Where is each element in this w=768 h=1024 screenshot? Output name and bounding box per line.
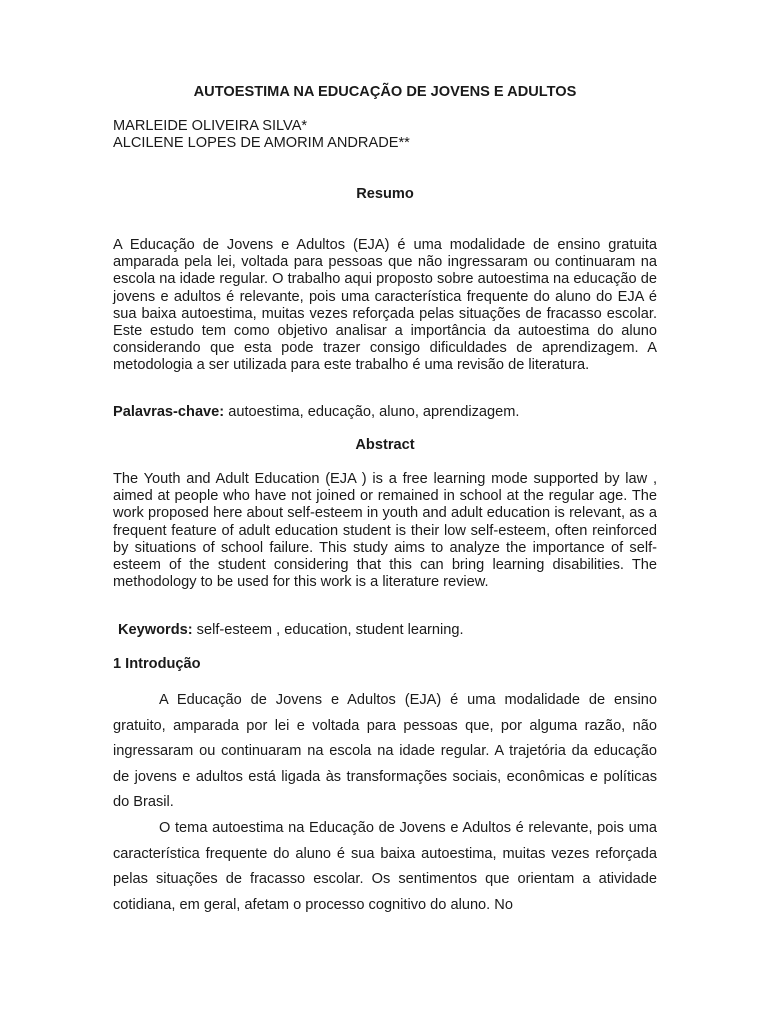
- resumo-heading: Resumo: [356, 186, 414, 202]
- palavras-chave-values: autoestima, educação, aluno, aprendizagem.: [224, 404, 520, 420]
- keywords-values: self-esteem , education, student learning.: [192, 622, 464, 638]
- author-name: MARLEIDE OLIVEIRA SILVA*: [113, 118, 308, 134]
- introducao-body: [113, 688, 657, 918]
- abstract-paragraph: The Youth and Adult Education (EJA ) is a free learning mode supported by law , aimed at people who have not joined or remained in school at the regular age. The work proposed here about self-esteem in youth and adult education is relevant, as a frequent feature of adult education student is their low self-esteem, often reinforced by situations of school failure. This study aims to analyze the importance of self-esteem of the student considering that this can bring learning disabilities. The methodology to be used for this work is a literature review.: [113, 471, 657, 591]
- author-list: [113, 118, 657, 152]
- palavras-chave-label: Palavras-chave:: [113, 404, 225, 420]
- paper-title: AUTOESTIMA NA EDUCAÇÃO DE JOVENS E ADULTOS: [193, 84, 577, 100]
- author-name: ALCILENE LOPES DE AMORIM ANDRADE**: [113, 135, 410, 152]
- abstract-heading: Abstract: [355, 437, 415, 453]
- section-heading-introducao: 1 Introdução: [113, 656, 201, 672]
- body-paragraph: A Educação de Jovens e Adultos (EJA) é uma modalidade de ensino gratuito, amparada por lei e voltada para pessoas que, por alguma razão, não ingressaram ou continuaram na escola na idade regular. A trajetória da educação de jovens e adultos está ligada às transformações sociais, econômicas e políticas do Brasil.: [113, 692, 657, 811]
- keywords-label: Keywords:: [118, 622, 193, 638]
- keywords-line: [118, 622, 662, 639]
- resumo-paragraph: A Educação de Jovens e Adultos (EJA) é uma modalidade de ensino gratuita amparada pela lei, voltada para pessoas que não ingressaram ou continuaram na escola na idade regular. O trabalho aqui proposto sobre autoestima na educação de jovens e adultos é relevante, pois uma característica frequente do aluno do EJA é sua baixa autoestima, muitas vezes reforçada pelas situações de fracasso escolar. Este estudo tem como objetivo analisar a importância da autoestima do aluno considerando que esta pode trazer consigo dificuldades de aprendizagem. A metodologia a ser utilizada para este trabalho é uma revisão de literatura.: [113, 237, 657, 374]
- body-paragraph: O tema autoestima na Educação de Jovens e Adultos é relevante, pois uma característica frequente do aluno é sua baixa autoestima, muitas vezes reforçada pelas situações de fracasso escolar. Os sentimentos que orientam a atividade cotidiana, em geral, afetam o processo cognitivo do aluno. No: [113, 819, 657, 913]
- palavras-chave-line: [113, 404, 657, 421]
